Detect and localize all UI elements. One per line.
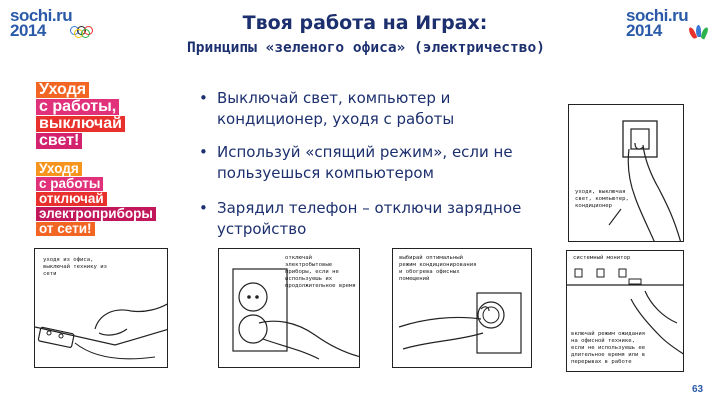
poster-line: с работы [36, 177, 103, 191]
poster-line: свет! [36, 133, 82, 149]
logo-text-line1: sochi.ru [10, 6, 73, 25]
poster-line: выключай [36, 116, 125, 132]
paralympic-agitos-icon [690, 25, 708, 39]
panel-caption: системный монитор [573, 255, 631, 261]
panel-caption: уходя из офиса, выключай технику из сети [43, 257, 107, 277]
hand-switch-icon [569, 105, 684, 242]
poster-turn-off-light [36, 82, 125, 150]
panel-caption: отключай электробытовые приборы, если не используешь их продолжительное время [285, 255, 356, 289]
bullet-list [197, 88, 557, 252]
illustration-light-switch [568, 104, 684, 242]
sochi-2014-logo [10, 8, 72, 38]
poster-unplug-appliances [36, 162, 156, 237]
page-number: 63 [692, 384, 704, 395]
bullet-marker: • [199, 143, 208, 161]
poster-line: Уходя [36, 82, 89, 98]
poster-line: Уходя [36, 162, 82, 176]
poster-line: от сети! [36, 222, 95, 236]
panel-caption: уходя, выключая свет, компьютер, кондиционер [575, 189, 629, 209]
panel-caption: включай режим ожидания на офисной технике, если не используешь ее длительное время или в перерывах в работе [571, 331, 646, 365]
illustration-socket [218, 248, 360, 368]
poster-line: с работы, [36, 99, 119, 115]
bullet-item [197, 198, 557, 240]
olympic-rings-icon [70, 26, 100, 36]
page-title: Твоя работа на Играх: [242, 12, 488, 34]
logo-text-line2: 2014 [626, 21, 662, 40]
sochi-2014-paralympic-logo [626, 8, 688, 38]
logo-text-line1: sochi.ru [626, 6, 689, 25]
page-subtitle: Принципы «зеленого офиса» (электричество) [187, 40, 545, 56]
illustration-monitor-standby [566, 250, 684, 372]
bullet-marker: • [199, 199, 208, 217]
poster-line: отключай [36, 192, 107, 206]
illustration-thermostat [392, 248, 532, 368]
illustration-unplug [34, 248, 168, 368]
bullet-text: Зарядил телефон – отключи зарядное устройство [217, 199, 522, 238]
bullet-text: Используй «спящий режим», если не пользуешься компьютером [217, 143, 513, 182]
bullet-item [197, 88, 557, 130]
logo-text-line2: 2014 [10, 21, 46, 40]
bullet-item [197, 142, 557, 184]
panel-caption: выбирай оптимальный режим кондиционирования и обогрева офисных помещений [399, 255, 477, 282]
bullet-marker: • [199, 89, 208, 107]
bullet-text: Выключай свет, компьютер и кондиционер, уходя с работы [217, 89, 455, 128]
poster-line: электроприборы [36, 207, 156, 221]
